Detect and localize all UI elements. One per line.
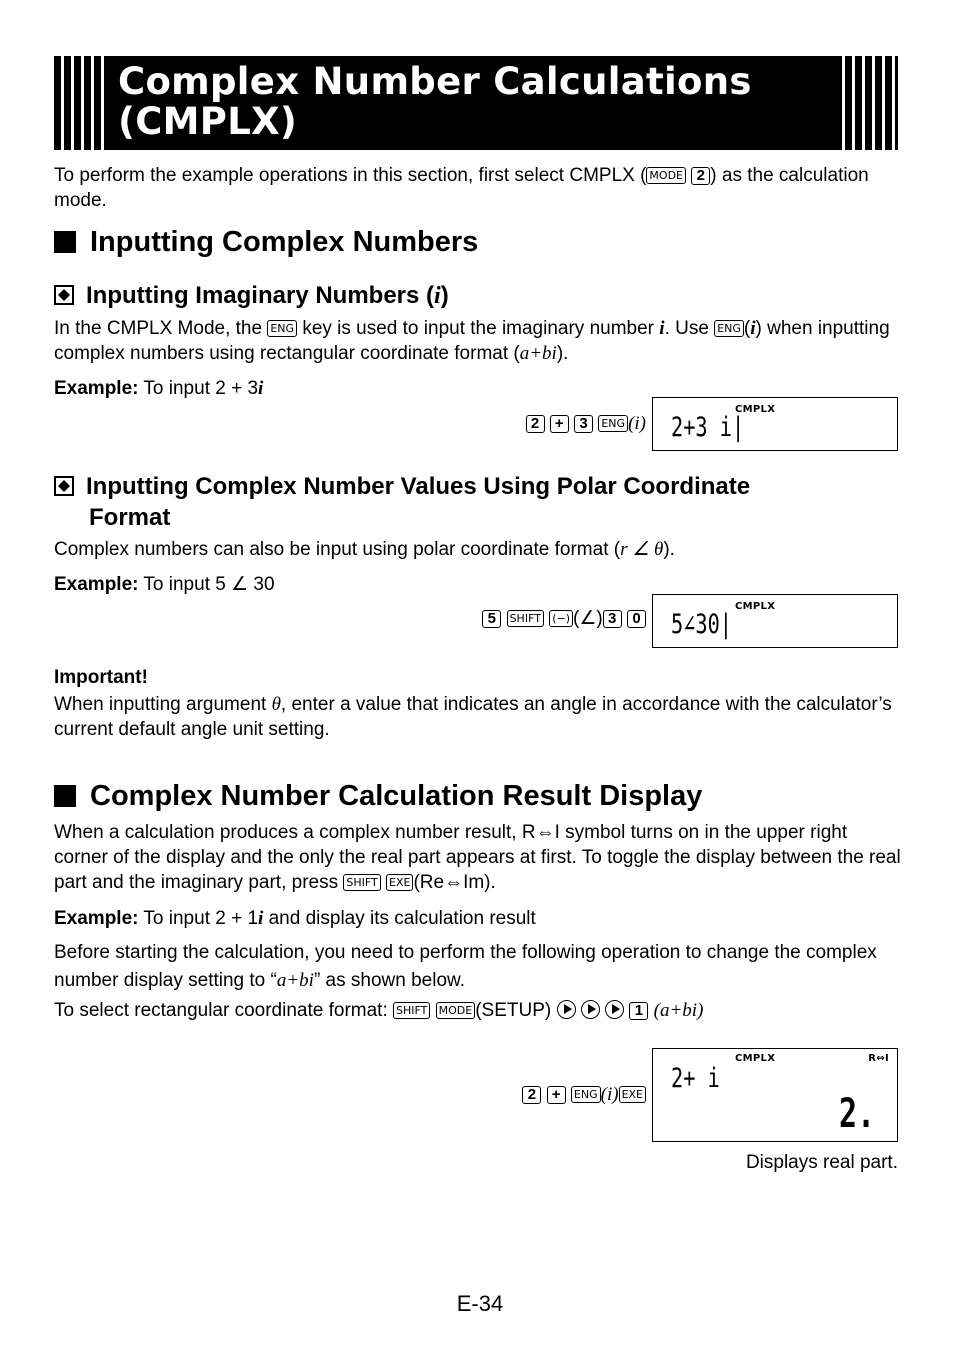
- right-arrow-key-icon: [581, 1000, 600, 1019]
- shift-key: SHIFT: [393, 1002, 430, 1019]
- imaginary-paragraph: In the CMPLX Mode, the ENG key is used to input the imaginary number i. Use ENG (i) when inputting complex numbers using rectangular coordinate format (a+bi).: [54, 318, 890, 364]
- display-caption: Displays real part.: [745, 1152, 898, 1173]
- exe-key: EXE: [386, 874, 413, 891]
- calculator-display-1: CMPLX 2+3 i|: [652, 397, 898, 451]
- section-heading-inputting: Inputting Complex Numbers: [54, 226, 478, 258]
- subsection-heading-polar: Inputting Complex Number Values Using Polar Coordinate Format: [54, 471, 904, 533]
- result-value: 2.: [839, 1091, 876, 1137]
- polar-paragraph: Complex numbers can also be input using polar coordinate format (r ∠ θ).: [54, 539, 675, 560]
- shift-key: SHIFT: [343, 874, 380, 891]
- calculator-display-2: CMPLX 5∠30|: [652, 594, 898, 648]
- section-heading-result: Complex Number Calculation Result Display: [54, 780, 702, 812]
- result-paragraph: When a calculation produces a complex number result, R⇔I symbol turns on in the upper right corner of the display and the only the real part appears at first. To toggle the display between the real part and the imaginary part, press SHIFT EXE (Re⇔Im).: [54, 822, 901, 893]
- important-label: Important!: [54, 667, 148, 688]
- banner-stripes-right: [842, 56, 898, 150]
- important-paragraph: When inputting argument θ, enter a value that indicates an angle in accordance with the calculator’s current default angle unit setting.: [54, 694, 892, 740]
- diamond-bullet-icon: [54, 476, 74, 496]
- title-banner: [54, 56, 898, 150]
- eng-key: ENG: [714, 320, 744, 337]
- key-2: 2: [691, 167, 710, 185]
- example-3: Example: To input 2 + 1i and display its calculation result: [54, 908, 536, 929]
- eng-key: ENG: [267, 320, 297, 337]
- setting-paragraph: Before starting the calculation, you need to perform the following operation to change the complex number display setting to “a+bi” as shown below.: [54, 942, 877, 991]
- subsection-heading-imaginary: Inputting Imaginary Numbers (i): [54, 280, 449, 312]
- calculator-display-3: CMPLX R⇔I 2+ i 2.: [652, 1048, 898, 1142]
- example-1: Example: To input 2 + 3i: [54, 378, 264, 399]
- page-number: E-34: [456, 1291, 504, 1316]
- right-arrow-key-icon: [605, 1000, 624, 1019]
- square-bullet-icon: [54, 231, 76, 253]
- key-sequence-1: 2 + 3 ENG (i): [380, 412, 646, 436]
- setup-paragraph: To select rectangular coordinate format: SHIFT MODE (SETUP) 1 (a+bi): [54, 1000, 704, 1021]
- key-sequence-3: 2 + ENG (i) EXE: [380, 1083, 646, 1107]
- intro-paragraph: To perform the example operations in this section, first select CMPLX ( MODE 2 ) as the calculation mode.: [54, 165, 869, 211]
- square-bullet-icon: [54, 785, 76, 807]
- example-2: Example: To input 5 ∠ 30: [54, 574, 275, 595]
- diamond-bullet-icon: [54, 285, 74, 305]
- right-arrow-key-icon: [557, 1000, 576, 1019]
- mode-key: MODE: [646, 167, 686, 184]
- key-sequence-2: 5 SHIFT (−) (∠) 3 0: [380, 607, 646, 631]
- banner-stripes-left: [54, 56, 110, 150]
- mode-key: MODE: [436, 1002, 476, 1019]
- page-title: Complex Number Calculations (CMPLX): [118, 60, 752, 143]
